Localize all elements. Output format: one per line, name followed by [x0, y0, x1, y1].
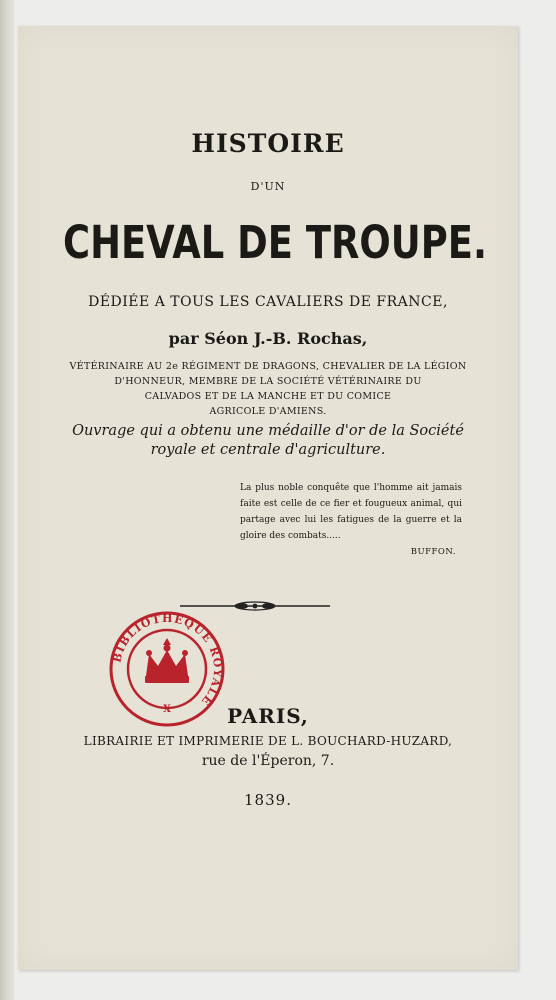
dedication: DÉDIÉE A TOUS LES CAVALIERS DE FRANCE,: [88, 294, 448, 310]
medal-line: Ouvrage qui a obtenu une médaille d'or de la Société: [72, 423, 464, 439]
credentials-line: CALVADOS ET DE LA MANCHE ET DU COMICE: [144, 391, 392, 402]
credentials-line: VÉTÉRINAIRE AU 2e RÉGIMENT DE DRAGONS, CHEVALIER DE LA LÉGION: [69, 361, 467, 372]
author: par Séon J.-B. Rochas,: [168, 329, 368, 348]
imprint-address: rue de l'Éperon, 7.: [201, 753, 335, 769]
epigraph-text: La plus noble conquête que l'homme ait jamais faite est celle de ce fier et fougueux animal, qui partage avec lui les fatigues de la guerre et la gloire des combats.....: [240, 483, 462, 541]
epigraph-attribution: BUFFON.: [410, 547, 456, 557]
stamp-letter: X: [163, 704, 171, 715]
title-line-2: D'UN: [250, 180, 286, 193]
credentials-line: D'HONNEUR, MEMBRE DE LA SOCIÉTÉ VÉTÉRINAIRE DU: [114, 376, 422, 387]
imprint-year: 1839.: [244, 791, 292, 809]
main-title: CHEVAL DE TROUPE.: [63, 216, 488, 269]
title-page: [18, 26, 518, 970]
title-line-1: HISTOIRE: [191, 129, 345, 158]
imprint-publisher: LIBRAIRIE ET IMPRIMERIE DE L. BOUCHARD-HUZARD,: [83, 734, 453, 748]
medal-line: royale et centrale d'agriculture.: [150, 442, 386, 458]
epigraph: [240, 480, 462, 560]
stamp-lettering: BIBLIOTHEQUE ROYALE: [110, 611, 225, 709]
credentials-line: AGRICOLE D'AMIENS.: [209, 406, 327, 417]
adjacent-page-edge: [0, 0, 14, 1000]
author-credentials: [18, 359, 518, 419]
medal-note: [18, 422, 518, 460]
imprint-city: PARIS,: [227, 704, 309, 728]
